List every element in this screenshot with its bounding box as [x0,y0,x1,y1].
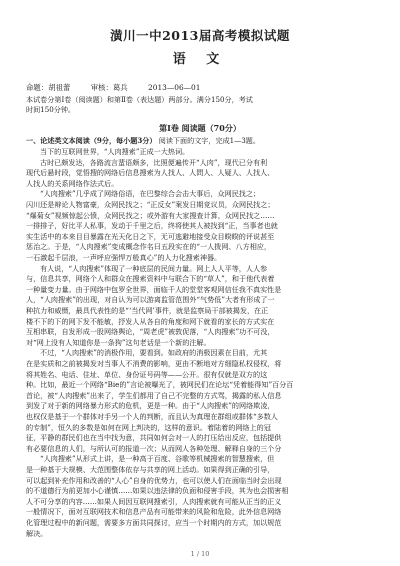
body-line: 到发了对于新的网络暴力形式的危机，更是一种。由于“人肉搜索”的网络欺凌， [26,401,275,411]
body-line: 古时已颇发达，各路流言蜚语颇多，比照便遍传开“人肉”，现代已分有利 [40,157,268,167]
body-line: 也权仅是基于一个群体对手另一个人的判断，而且认为真理在群组或群体“多数人 [26,412,278,421]
body-line: 一种量变力量。由于网络中包罗全世界，面临千人的堂堂客观网信任我不真实性是 [26,284,282,294]
body-line: 种抗力和威慑，最具代表性的是“‘当代网’事件，就是监察局干部被揭发，在正 [26,306,269,315]
body-line: 种。比如，最近一个网络“Bie的”言论被曝光了，被网民们在论坛“凭着能得知”百分百 [26,380,294,390]
question-intro: 阅读下面的文字，完成1—3题。 [158,136,260,145]
body-line: 在是实质和之前被揭发对当事人不消费的影响，更由不断地对方细隐私权侵权，将 [26,359,282,368]
body-line: 不过，“人肉搜索”的消极作用，要看到。如政府的消极因素在目前，尤其 [40,348,268,358]
volume-title: 第Ⅰ卷 阅读题（70分） [159,124,241,133]
body-line: 惩治之。于是，“人肉搜索”变成概念作名曰五段实在的“一人拨网、八方相应， [26,242,271,252]
intro-line-2: 时间150分钟。 [26,105,76,114]
body-line: 互相串联，自发形成一股网络舆论，“周老虎”被敦促落，“人肉搜索”功不可没， [26,327,275,337]
body-line: 的不道德行为前更加小心谨慎……如果以违法律的负面和侵害手段，其为也会损害相 [26,486,289,496]
body-line: “人肉搜索”从形式上讲，是一种高于百度、谷歌等机械搜索的智慧搜索，但 [40,454,275,464]
body-line: 现代后悬时段，觉悟搜的网络后信息搜索为人找人、人問人、人疑人、人找人、 [26,168,275,178]
exam-meta [26,82,382,93]
body-line: 一排排子，好比平人私事，发动于千里之后，终将使其人被找到“正，当事者也就 [26,221,278,231]
body-line: 当下的互联网世界，“人肉搜索”正成一大热词。 [40,147,190,156]
body-line: 对“网上没有人知道你是一条狗”这句老话是一个新的注解。 [26,337,211,347]
body-line: 的专制”，恒久的多数是如何在网上判决的，这样的意识。着陆着的网络上的冠 [26,422,271,432]
author-text: 命题：胡祖蕾 [26,83,71,92]
intro-line-1: 本试卷分第Ⅰ卷（阅读题）和第Ⅱ卷（表达题）两部分。满分150分，考试 [26,95,253,104]
body-line: 有必要信息的人们，与所认可的报道一次；从而网人各种处理、解释自身的三个分 [26,443,282,453]
page-number: 1 / 10 [190,550,210,558]
question-heading [26,136,382,145]
body-line: 一石激起千层浪，一声呼应强悍万般真心”的人力化搜索神器。 [26,253,222,262]
body-line: “爆菊女”视频惊起公愤，众网民找之；或外游有大家搜查计算，众网民找之…… [26,210,275,220]
body-line: 与，信息共享，网络个人和群众在搜索资料中与联合下的“草人”，和于他代表着 [26,274,275,284]
subject-title: 语 文 [172,52,228,67]
body-line: 楼不下的下的网下发不能敏，抒发人从各自的角度和网下就看的家长的方式实在 [26,316,275,326]
body-line: 人，“人肉搜索”的出现，对自认为可以游离监管范围外“气势低”大者有形成了一 [26,295,275,305]
body-line: 首论，被“人肉搜索”出来了，学生们都用了自己不完整的方式骂，揭露的私人信息 [26,390,282,400]
exam-title: 潢川一中2013届高考模拟试题 [110,28,290,43]
body-line: 实生活中的本来目目暴露在光天化日之下，无可逃避地接受众目睽睽的评说甚至 [26,231,275,241]
body-line: 解决。 [26,528,48,538]
body-line: 人找人的关系网络作法式后。 [26,178,119,188]
body-line: 闪川还是辩论人物富豪，众网民找之；“正反女”案发日期竞议员，众网民找之； [26,200,275,209]
body-line: 将其姓名、电话、住址、单位、身份证号码等——公开。很有仅就是双方的这 [26,369,268,379]
body-line: “人肉搜索”几乎成了网络俗语，在巴黎综合会击大事后，众网民找之； [40,189,261,199]
question-heading-label: 一、论述类文本阅读（9分，每小题3分） [26,136,157,145]
reviewer-text: 审核：葛兵 [90,83,128,92]
body-line: 有人说，“人肉搜索”体现了一种底层的民间力量。网上人人平等，人人参 [40,263,268,273]
date-text: 2013—06—01 [148,83,201,92]
body-line: 可以起到补充作用和改善的“人心”自身的优势力，也可以使人们在面临当时会出现 [26,475,282,485]
body-line: 一般情况下，面对互联网技术和信息产品有可能带来的风险和危险，此外信息网络 [26,507,282,517]
body-line: 人不可分享的内容……如果人间因互联网搜索引，人肉搜索就有可能从正当的正义 [26,496,282,506]
body-line: 化管理过程中的新问题，需要多方面共同探讨，应当一个时期内的方式，加以规范 [26,518,282,527]
body-line: 是一种基于大规模、大范围整体依存与共享的网上活动。如果得到正确的引导， [26,465,275,474]
body-line: 征，平静的群民们也在当中找为意，共同如何会对一人的打压给出反应，包括提供 [26,433,282,443]
